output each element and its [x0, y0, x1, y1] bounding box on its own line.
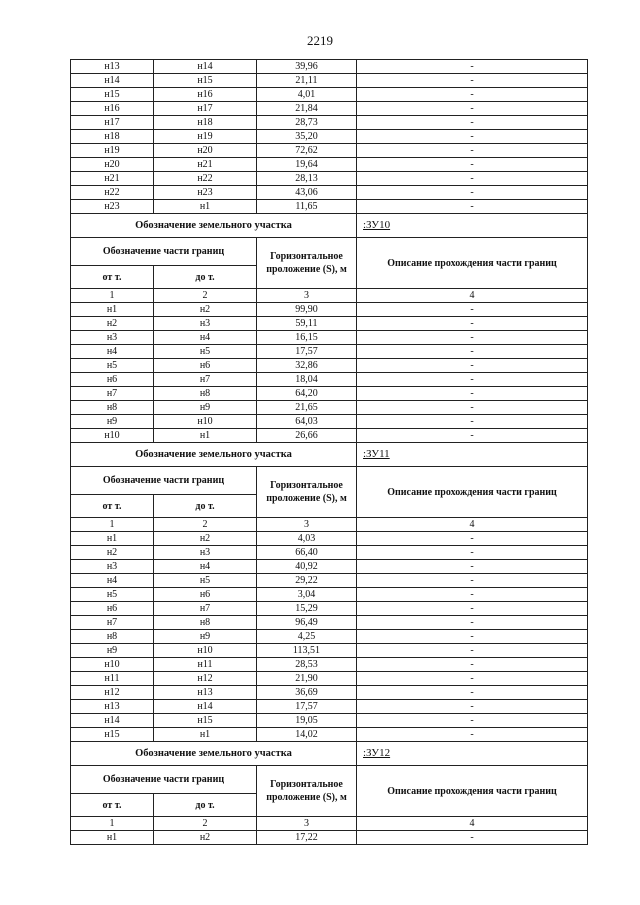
table-row	[71, 616, 588, 630]
to-point-cell: н6	[154, 588, 257, 602]
from-point-cell: н13	[71, 700, 154, 714]
from-point-cell: н15	[71, 88, 154, 102]
column-header-row	[71, 238, 588, 266]
from-point-cell: н8	[71, 401, 154, 415]
distance-cell: 36,69	[257, 686, 357, 700]
parcel-header-row	[71, 214, 588, 238]
distance-cell: 4,01	[257, 88, 357, 102]
from-point-cell: н2	[71, 317, 154, 331]
description-header: Описание прохождения части границ	[357, 238, 588, 289]
to-point-cell: н12	[154, 672, 257, 686]
distance-cell: 64,20	[257, 387, 357, 401]
table-row	[71, 429, 588, 443]
distance-cell: 113,51	[257, 644, 357, 658]
to-point-cell: н7	[154, 373, 257, 387]
distance-cell: 21,11	[257, 74, 357, 88]
from-point-cell: н22	[71, 186, 154, 200]
to-point-cell: н9	[154, 401, 257, 415]
column-index-cell: 1	[71, 518, 154, 532]
description-cell: -	[357, 831, 588, 845]
distance-cell: 19,64	[257, 158, 357, 172]
from-point-cell: н3	[71, 331, 154, 345]
distance-cell: 21,84	[257, 102, 357, 116]
description-cell: -	[357, 102, 588, 116]
from-point-cell: н11	[71, 672, 154, 686]
description-cell: -	[357, 429, 588, 443]
table-row	[71, 644, 588, 658]
distance-cell: 4,25	[257, 630, 357, 644]
from-point-cell: н7	[71, 387, 154, 401]
to-point-cell: н5	[154, 574, 257, 588]
to-point-cell: н2	[154, 303, 257, 317]
distance-cell: 21,90	[257, 672, 357, 686]
table-row	[71, 200, 588, 214]
table-row	[71, 345, 588, 359]
from-header: от т.	[71, 266, 154, 289]
from-point-cell: н15	[71, 728, 154, 742]
distance-cell: 28,73	[257, 116, 357, 130]
to-point-cell: н22	[154, 172, 257, 186]
table-row	[71, 359, 588, 373]
column-index-cell: 4	[357, 518, 588, 532]
table-row	[71, 700, 588, 714]
description-cell: -	[357, 158, 588, 172]
part-label-header: Обозначение части границ	[71, 467, 257, 495]
to-point-cell: н14	[154, 700, 257, 714]
to-header: до т.	[154, 266, 257, 289]
description-cell: -	[357, 700, 588, 714]
description-cell: -	[357, 686, 588, 700]
parcel-header-row	[71, 742, 588, 766]
to-point-cell: н10	[154, 415, 257, 429]
to-point-cell: н2	[154, 532, 257, 546]
table-row	[71, 317, 588, 331]
column-index-row	[71, 289, 588, 303]
table-row	[71, 303, 588, 317]
to-point-cell: н15	[154, 74, 257, 88]
table-row	[71, 532, 588, 546]
table-row	[71, 588, 588, 602]
distance-cell: 28,53	[257, 658, 357, 672]
from-point-cell: н16	[71, 102, 154, 116]
distance-cell: 32,86	[257, 359, 357, 373]
parcel-code: :ЗУ10	[357, 214, 588, 238]
table-row	[71, 602, 588, 616]
distance-cell: 40,92	[257, 560, 357, 574]
table-row	[71, 415, 588, 429]
description-cell: -	[357, 630, 588, 644]
table-row	[71, 686, 588, 700]
distance-cell: 4,03	[257, 532, 357, 546]
from-point-cell: н9	[71, 415, 154, 429]
table-row	[71, 658, 588, 672]
to-point-cell: н14	[154, 60, 257, 74]
to-point-cell: н17	[154, 102, 257, 116]
table-row	[71, 574, 588, 588]
column-index-cell: 3	[257, 817, 357, 831]
table-row	[71, 158, 588, 172]
table-row	[71, 560, 588, 574]
table-row	[71, 831, 588, 845]
column-index-cell: 1	[71, 817, 154, 831]
from-point-cell: н12	[71, 686, 154, 700]
table-row	[71, 88, 588, 102]
to-point-cell: н15	[154, 714, 257, 728]
column-index-cell: 1	[71, 289, 154, 303]
description-cell: -	[357, 317, 588, 331]
column-index-row	[71, 518, 588, 532]
description-cell: -	[357, 616, 588, 630]
parcel-code: :ЗУ11	[357, 443, 588, 467]
to-point-cell: н8	[154, 387, 257, 401]
description-header: Описание прохождения части границ	[357, 766, 588, 817]
to-point-cell: н21	[154, 158, 257, 172]
from-point-cell: н19	[71, 144, 154, 158]
distance-cell: 59,11	[257, 317, 357, 331]
description-cell: -	[357, 532, 588, 546]
distance-cell: 17,57	[257, 700, 357, 714]
from-point-cell: н14	[71, 714, 154, 728]
from-point-cell: н23	[71, 200, 154, 214]
from-point-cell: н18	[71, 130, 154, 144]
description-cell: -	[357, 172, 588, 186]
from-point-cell: н1	[71, 831, 154, 845]
column-index-cell: 2	[154, 817, 257, 831]
boundary-table	[70, 59, 588, 845]
to-point-cell: н19	[154, 130, 257, 144]
to-point-cell: н3	[154, 317, 257, 331]
from-point-cell: н6	[71, 602, 154, 616]
column-index-cell: 2	[154, 289, 257, 303]
table-row	[71, 546, 588, 560]
to-point-cell: н20	[154, 144, 257, 158]
column-header-row	[71, 766, 588, 794]
to-point-cell: н3	[154, 546, 257, 560]
column-index-cell: 3	[257, 518, 357, 532]
to-point-cell: н2	[154, 831, 257, 845]
page-number: 2219	[307, 33, 333, 48]
table-row	[71, 728, 588, 742]
to-point-cell: н16	[154, 88, 257, 102]
to-point-cell: н7	[154, 602, 257, 616]
description-cell: -	[357, 387, 588, 401]
table-row	[71, 672, 588, 686]
to-point-cell: н6	[154, 359, 257, 373]
description-cell: -	[357, 60, 588, 74]
distance-cell: 43,06	[257, 186, 357, 200]
table-row	[71, 630, 588, 644]
to-point-cell: н1	[154, 200, 257, 214]
parcel-header-row	[71, 443, 588, 467]
to-point-cell: н10	[154, 644, 257, 658]
to-point-cell: н8	[154, 616, 257, 630]
table-row	[71, 373, 588, 387]
description-cell: -	[357, 728, 588, 742]
distance-cell: 19,05	[257, 714, 357, 728]
from-point-cell: н21	[71, 172, 154, 186]
column-index-cell: 3	[257, 289, 357, 303]
distance-cell: 16,15	[257, 331, 357, 345]
from-point-cell: н13	[71, 60, 154, 74]
table-row	[71, 714, 588, 728]
distance-cell: 39,96	[257, 60, 357, 74]
description-cell: -	[357, 359, 588, 373]
distance-cell: 99,90	[257, 303, 357, 317]
description-cell: -	[357, 546, 588, 560]
to-point-cell: н5	[154, 345, 257, 359]
from-point-cell: н17	[71, 116, 154, 130]
column-index-cell: 4	[357, 817, 588, 831]
description-cell: -	[357, 130, 588, 144]
part-label-header: Обозначение части границ	[71, 238, 257, 266]
to-point-cell: н13	[154, 686, 257, 700]
table-row	[71, 74, 588, 88]
distance-cell: 28,13	[257, 172, 357, 186]
part-label-header: Обозначение части границ	[71, 766, 257, 794]
from-point-cell: н9	[71, 644, 154, 658]
table-row	[71, 387, 588, 401]
parcel-label: Обозначение земельного участка	[71, 214, 357, 238]
from-point-cell: н5	[71, 359, 154, 373]
to-point-cell: н9	[154, 630, 257, 644]
distance-cell: 64,03	[257, 415, 357, 429]
description-cell: -	[357, 186, 588, 200]
to-point-cell: н1	[154, 429, 257, 443]
table-row	[71, 130, 588, 144]
distance-cell: 21,65	[257, 401, 357, 415]
parcel-label: Обозначение земельного участка	[71, 742, 357, 766]
horizontal-distance-header: Горизонтальное проложение (S), м	[257, 238, 357, 289]
distance-cell: 72,62	[257, 144, 357, 158]
table-row	[71, 116, 588, 130]
table-row	[71, 144, 588, 158]
distance-cell: 17,57	[257, 345, 357, 359]
distance-cell: 66,40	[257, 546, 357, 560]
distance-cell: 11,65	[257, 200, 357, 214]
distance-cell: 35,20	[257, 130, 357, 144]
column-index-cell: 2	[154, 518, 257, 532]
from-point-cell: н7	[71, 616, 154, 630]
description-cell: -	[357, 672, 588, 686]
to-point-cell: н4	[154, 560, 257, 574]
description-cell: -	[357, 373, 588, 387]
from-point-cell: н2	[71, 546, 154, 560]
description-cell: -	[357, 88, 588, 102]
from-point-cell: н4	[71, 574, 154, 588]
description-cell: -	[357, 303, 588, 317]
distance-cell: 29,22	[257, 574, 357, 588]
to-point-cell: н23	[154, 186, 257, 200]
distance-cell: 17,22	[257, 831, 357, 845]
distance-cell: 3,04	[257, 588, 357, 602]
from-point-cell: н20	[71, 158, 154, 172]
distance-cell: 18,04	[257, 373, 357, 387]
distance-cell: 14,02	[257, 728, 357, 742]
description-cell: -	[357, 574, 588, 588]
description-cell: -	[357, 345, 588, 359]
from-header: от т.	[71, 495, 154, 518]
distance-cell: 26,66	[257, 429, 357, 443]
table-row	[71, 331, 588, 345]
description-cell: -	[357, 74, 588, 88]
to-point-cell: н18	[154, 116, 257, 130]
boundary-table-body	[71, 60, 588, 845]
table-row	[71, 60, 588, 74]
description-cell: -	[357, 644, 588, 658]
description-cell: -	[357, 658, 588, 672]
from-point-cell: н8	[71, 630, 154, 644]
from-point-cell: н1	[71, 303, 154, 317]
from-point-cell: н10	[71, 429, 154, 443]
to-point-cell: н11	[154, 658, 257, 672]
parcel-label: Обозначение земельного участка	[71, 443, 357, 467]
description-header: Описание прохождения части границ	[357, 467, 588, 518]
description-cell: -	[357, 415, 588, 429]
description-cell: -	[357, 588, 588, 602]
description-cell: -	[357, 560, 588, 574]
description-cell: -	[357, 714, 588, 728]
to-header: до т.	[154, 495, 257, 518]
description-cell: -	[357, 116, 588, 130]
from-point-cell: н14	[71, 74, 154, 88]
distance-cell: 96,49	[257, 616, 357, 630]
to-header: до т.	[154, 794, 257, 817]
description-cell: -	[357, 200, 588, 214]
from-point-cell: н10	[71, 658, 154, 672]
from-point-cell: н1	[71, 532, 154, 546]
from-header: от т.	[71, 794, 154, 817]
table-row	[71, 102, 588, 116]
horizontal-distance-header: Горизонтальное проложение (S), м	[257, 467, 357, 518]
column-header-row	[71, 467, 588, 495]
description-cell: -	[357, 602, 588, 616]
from-point-cell: н6	[71, 373, 154, 387]
from-point-cell: н5	[71, 588, 154, 602]
to-point-cell: н4	[154, 331, 257, 345]
from-point-cell: н3	[71, 560, 154, 574]
from-point-cell: н4	[71, 345, 154, 359]
column-index-row	[71, 817, 588, 831]
table-row	[71, 401, 588, 415]
description-cell: -	[357, 144, 588, 158]
horizontal-distance-header: Горизонтальное проложение (S), м	[257, 766, 357, 817]
to-point-cell: н1	[154, 728, 257, 742]
distance-cell: 15,29	[257, 602, 357, 616]
parcel-code: :ЗУ12	[357, 742, 588, 766]
table-row	[71, 186, 588, 200]
description-cell: -	[357, 331, 588, 345]
column-index-cell: 4	[357, 289, 588, 303]
table-row	[71, 172, 588, 186]
description-cell: -	[357, 401, 588, 415]
